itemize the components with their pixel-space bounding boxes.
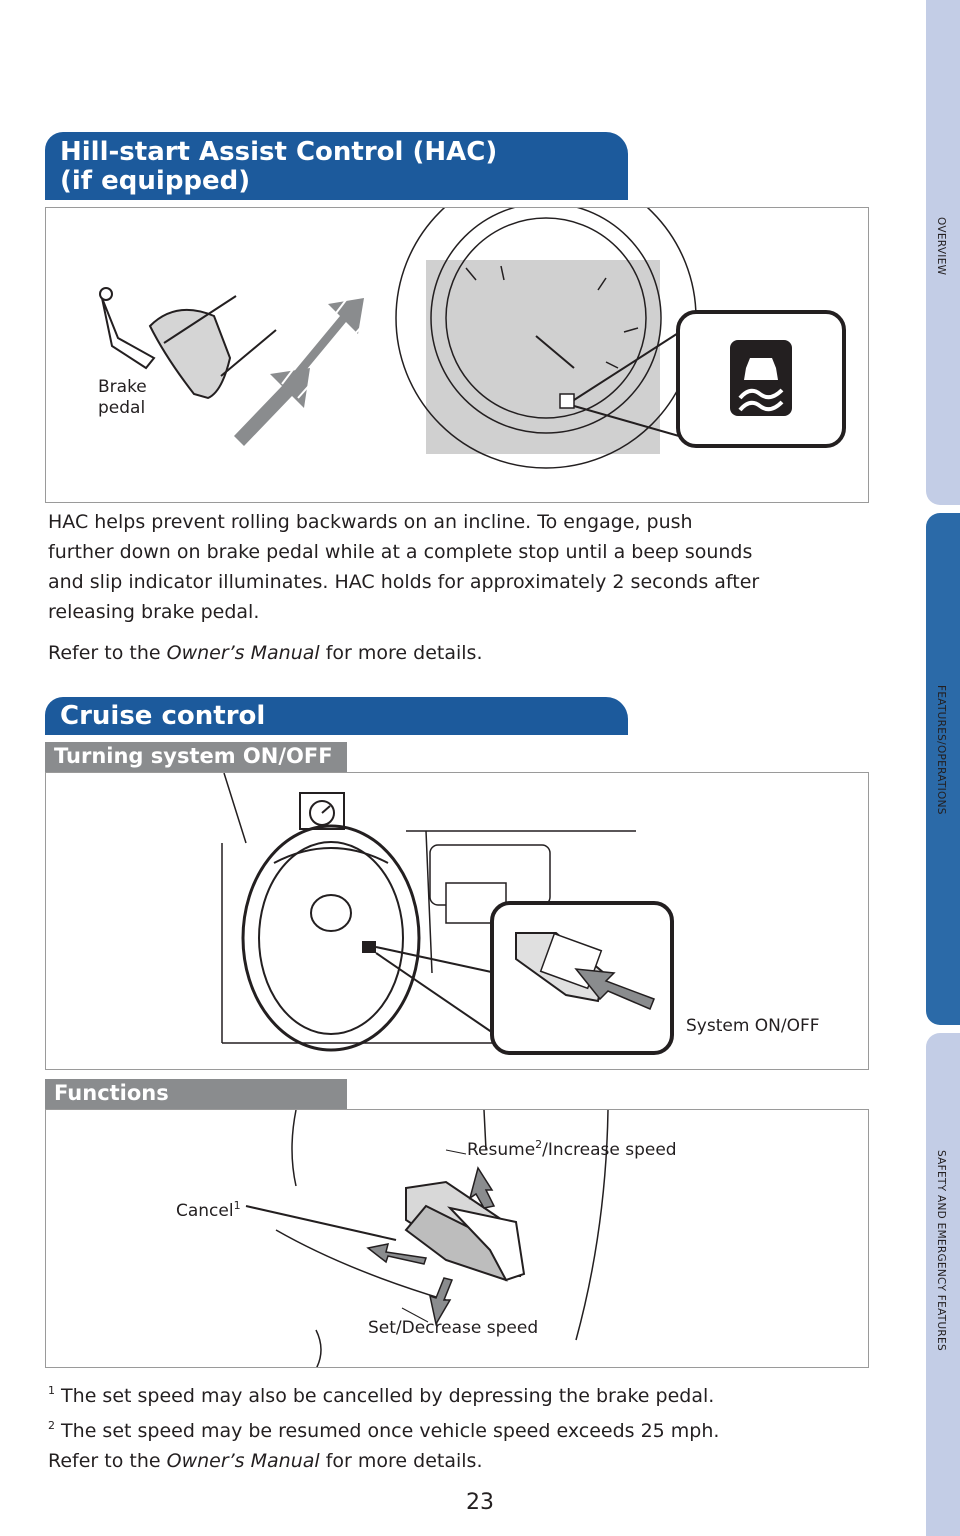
footnote-2-text: The set speed may be resumed once vehicle speed exceeds 25 mph.	[61, 1420, 720, 1442]
turning-system-subheader: Turning system ON/OFF	[45, 742, 347, 772]
hac-line-3: and slip indicator illuminates. HAC holds for approximately 2 seconds after	[48, 571, 760, 593]
system-onoff-label: System ON/OFF	[686, 1016, 820, 1036]
cruise-title: Cruise control	[60, 701, 266, 731]
footnotes	[48, 1376, 719, 1446]
page-number: 23	[466, 1490, 494, 1515]
slip-indicator-callout	[678, 312, 844, 446]
resume-suffix: /Increase speed	[542, 1140, 677, 1160]
hac-title-line2: (if equipped)	[60, 166, 251, 196]
hac-line-2: further down on brake pedal while at a complete stop until a beep sounds	[48, 541, 753, 563]
functions-subheader: Functions	[45, 1079, 347, 1109]
hac-line-1: HAC helps prevent rolling backwards on an incline. To engage, push	[48, 511, 693, 533]
cruise-section-header	[45, 697, 628, 735]
cruise-refer-suffix: for more details.	[325, 1450, 483, 1472]
footnote-1-num: 1	[48, 1384, 55, 1397]
set-label: Set/Decrease speed	[368, 1318, 539, 1338]
cruise-refer-manual: Owner’s Manual	[166, 1450, 320, 1472]
hac-title-line1: Hill-start Assist Control (HAC)	[60, 137, 498, 167]
side-label-overview: OVERVIEW	[935, 217, 947, 276]
footnote-1	[48, 1376, 719, 1411]
brake-label-line2: pedal	[98, 398, 146, 418]
hac-refer-line	[48, 638, 482, 668]
hac-paragraph	[48, 507, 759, 627]
gauge-cluster-drawing	[396, 208, 696, 468]
resume-text: Resume	[467, 1140, 536, 1160]
hac-illustration-frame	[45, 207, 869, 503]
footnote-2	[48, 1411, 719, 1446]
brake-pedal-label	[98, 377, 147, 419]
cruise-refer-line	[48, 1446, 482, 1476]
hac-refer-prefix: Refer to the	[48, 642, 161, 664]
hac-section-header	[45, 132, 628, 200]
brake-label-line1: Brake	[98, 377, 147, 397]
footnote-2-num: 2	[48, 1419, 55, 1432]
hac-illustration	[46, 208, 869, 503]
cruise-refer-prefix: Refer to the	[48, 1450, 161, 1472]
resume-label	[467, 1138, 677, 1160]
hac-refer-suffix: for more details.	[325, 642, 483, 664]
press-arrows	[234, 298, 364, 446]
resume-sup: 2	[535, 1138, 543, 1151]
footnote-1-text: The set speed may also be cancelled by depressing the brake pedal.	[61, 1385, 715, 1407]
cancel-sup: 1	[233, 1199, 241, 1212]
side-label-safety: SAFETY AND EMERGENCY FEATURES	[935, 1150, 947, 1351]
cancel-label	[176, 1199, 241, 1221]
hac-refer-manual: Owner’s Manual	[166, 642, 320, 664]
cancel-text: Cancel	[176, 1201, 234, 1221]
side-label-features: FEATURES/OPERATIONS	[935, 685, 947, 815]
hac-line-4: releasing brake pedal.	[48, 601, 260, 623]
